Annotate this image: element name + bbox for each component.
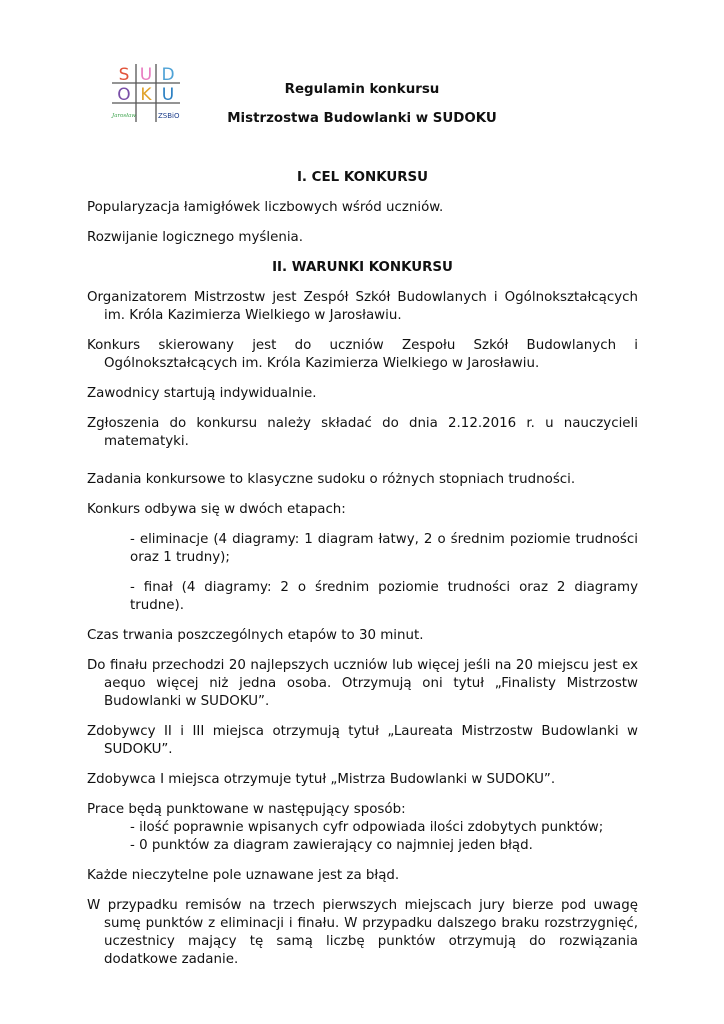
stage-item: - finał (4 diagramy: 2 o średnim poziomie trudności oraz 2 diagramy trudne). bbox=[130, 580, 638, 613]
document-body bbox=[87, 169, 638, 981]
scoring-list bbox=[87, 801, 638, 855]
paragraph: Organizatorem Mistrzostw jest Zespół Szkół Budowlanych i Ogólnokształcących im. Króla Kazimierza Wielkiego w Jarosławiu. bbox=[87, 290, 638, 323]
paragraph: Rozwijanie logicznego myślenia. bbox=[87, 230, 303, 245]
scoring-intro: Prace będą punktowane w następujący sposób: bbox=[87, 802, 406, 817]
section-heading-goal: I. CEL KONKURSU bbox=[296, 170, 429, 185]
paragraph: Zgłoszenia do konkursu należy składać do dnia 2.12.2016 r. u nauczycieli matematyki. bbox=[87, 416, 638, 449]
document-title: Regulamin konkursu bbox=[284, 82, 440, 97]
paragraph: Zdobywcy II i III miejsca otrzymują tytuł „Laureata Mistrzostw Budowlanki w SUDOKU”. bbox=[87, 724, 638, 757]
paragraph: Czas trwania poszczególnych etapów to 30 minut. bbox=[87, 628, 424, 643]
paragraph: W przypadku remisów na trzech pierwszych miejscach jury bierze pod uwagę sumę punktów z eliminacji i finału. W przypadku dalszego braku rozstrzygnięć, uczestnicy mający tę samą liczbę punktów otrzymują do rozwiązania dodatkowe zadanie. bbox=[87, 898, 638, 967]
section-heading-conditions: II. WARUNKI KONKURSU bbox=[272, 260, 453, 275]
scoring-item: - ilość poprawnie wpisanych cyfr odpowiada ilości zdobytych punktów; bbox=[130, 820, 604, 835]
paragraph: Do finału przechodzi 20 najlepszych uczniów lub więcej jeśli na 20 miejscu jest ex aequo więcej niż jedna osoba. Otrzymują oni tytuł „Finalisty Mistrzostw Budowlanki w SUDOKU”. bbox=[87, 658, 638, 709]
paragraph: Popularyzacja łamigłówek liczbowych wśród uczniów. bbox=[87, 200, 444, 215]
logo-caption-city: Jarosław bbox=[112, 113, 137, 119]
paragraph: Każde nieczytelne pole uznawane jest za błąd. bbox=[87, 868, 400, 883]
stage-item: - eliminacje (4 diagramy: 1 diagram łatwy, 2 o średnim poziomie trudności oraz 1 trudny); bbox=[130, 532, 638, 565]
paragraph: Zdobywca I miejsca otrzymuje tytuł „Mistrza Budowlanki w SUDOKU”. bbox=[87, 772, 556, 787]
logo-letter-o: O bbox=[117, 85, 131, 105]
logo-caption-school: ZSBiO bbox=[158, 112, 180, 120]
logo-letter-u2: U bbox=[161, 85, 175, 105]
logo-letter-d: D bbox=[161, 65, 175, 85]
logo-letter-s: S bbox=[118, 65, 130, 85]
logo-letter-k: K bbox=[140, 85, 152, 105]
document-subtitle: Mistrzostwa Budowlanki w SUDOKU bbox=[227, 111, 497, 126]
logo-letter-u: U bbox=[139, 65, 153, 85]
paragraph: Zadania konkursowe to klasyczne sudoku o różnych stopniach trudności. bbox=[87, 472, 576, 487]
scoring-item: - 0 punktów za diagram zawierający co najmniej jeden błąd. bbox=[130, 838, 533, 853]
paragraph: Zawodnicy startują indywidualnie. bbox=[87, 386, 317, 401]
paragraph: Konkurs skierowany jest do uczniów Zespołu Szkół Budowlanych i Ogólnokształcących im. Króla Kazimierza Wielkiego w Jarosławiu. bbox=[87, 338, 638, 371]
paragraph: Konkurs odbywa się w dwóch etapach: bbox=[87, 502, 346, 517]
